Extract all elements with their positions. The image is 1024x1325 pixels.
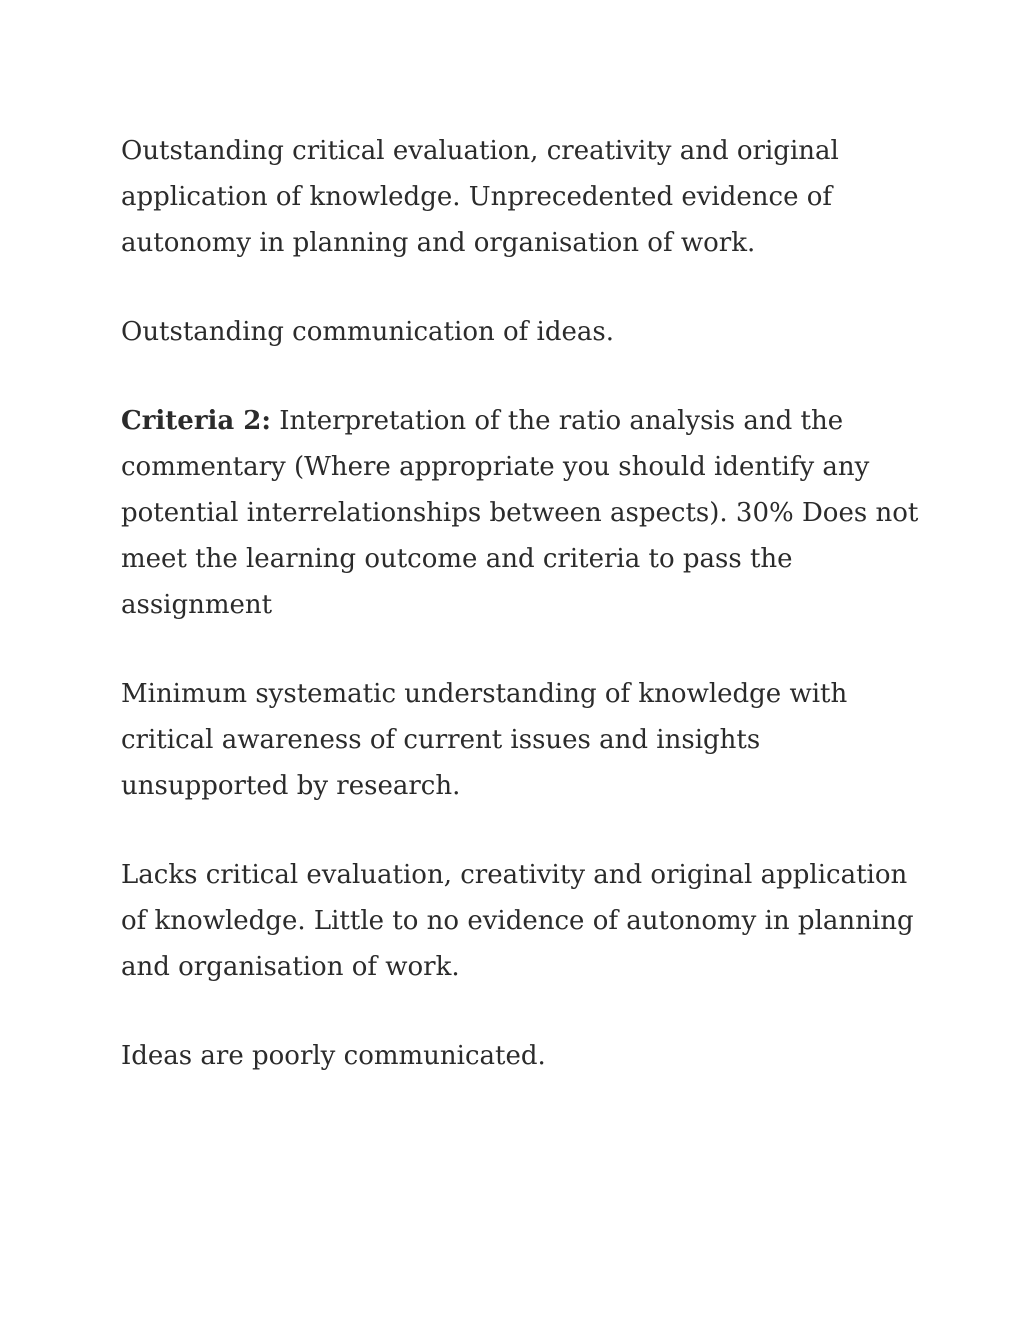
criteria-2-text: Interpretation of the ratio analysis and the commentary (Where appropriate you should identify any potential interrelationships between aspects). 30% Does not meet the learning outcome and criteria to pass the assignment xyxy=(121,406,919,620)
paragraph-minimum-understanding: Minimum systematic understanding of knowledge with critical awareness of current issues and insights unsupported by research. xyxy=(121,679,848,801)
document-body xyxy=(121,128,921,1122)
paragraph-outstanding-communication: Outstanding communication of ideas. xyxy=(121,317,614,347)
paragraph-poor-communication: Ideas are poorly communicated. xyxy=(121,1041,546,1071)
paragraph-lacks-evaluation: Lacks critical evaluation, creativity and original application of knowledge. Little to no evidence of autonomy in planning and organisation of work. xyxy=(121,860,914,982)
criteria-2-label: Criteria 2: xyxy=(121,406,271,436)
paragraph-outstanding-evaluation: Outstanding critical evaluation, creativity and original application of knowledge. Unprecedented evidence of autonomy in planning and organisation of work. xyxy=(121,136,839,258)
paragraph-criteria-2 xyxy=(121,398,921,628)
